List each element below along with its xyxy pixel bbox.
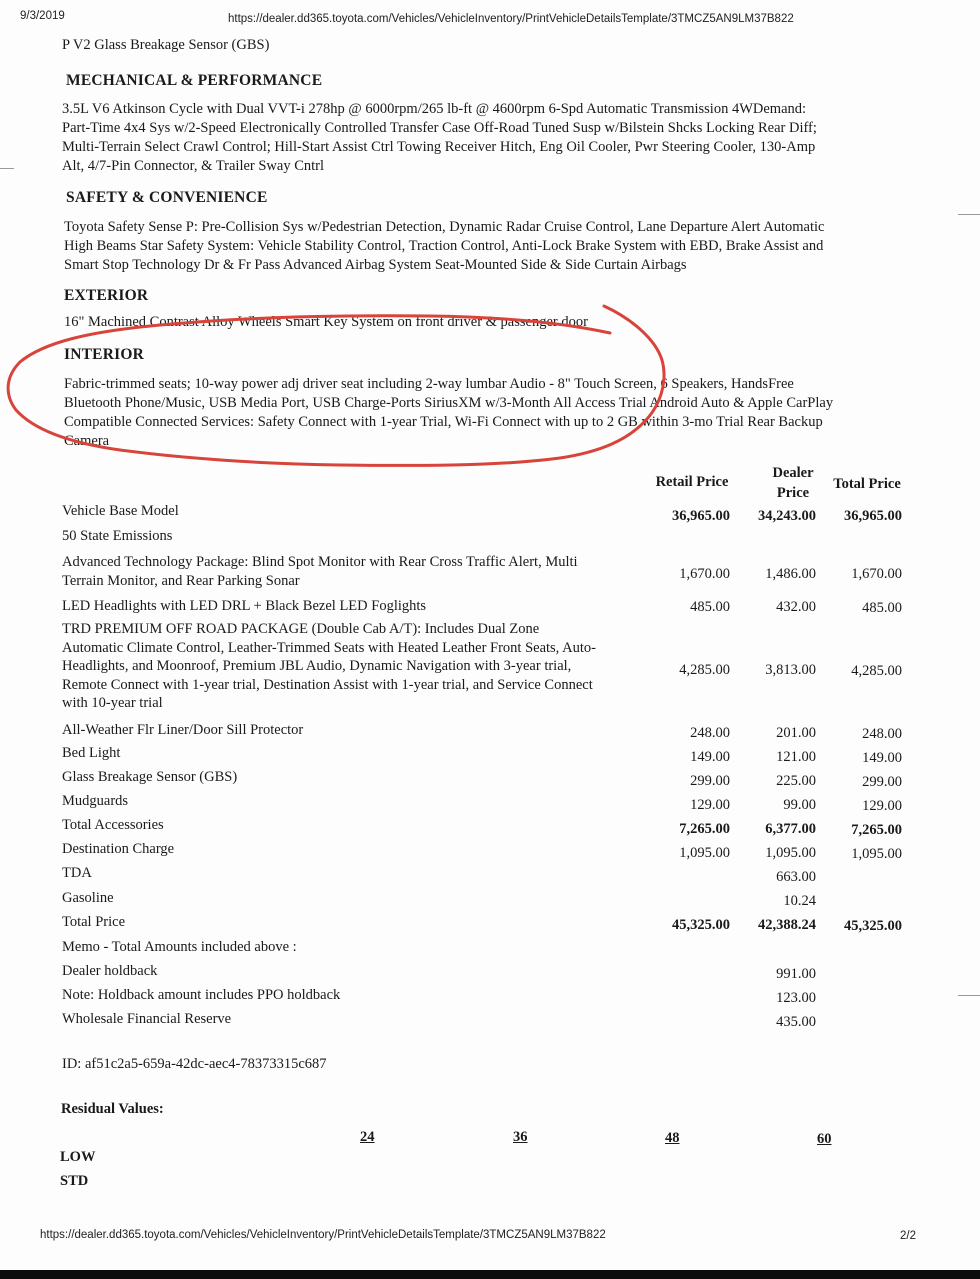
print-date: 9/3/2019	[20, 10, 65, 22]
residual-title: Residual Values:	[61, 1101, 164, 1117]
id-line: ID: af51c2a5-659a-42dc-aec4-78373315c687	[62, 1056, 327, 1072]
section-body-mechanical	[62, 100, 817, 176]
section-line: Smart Stop Technology Dr & Fr Pass Advanced Airbag System Seat-Mounted Side & Side Curtain Airbags	[64, 257, 687, 273]
section-line: Part-Time 4x4 Sys w/2-Speed Electronically Controlled Transfer Case Off-Road Tuned Susp w/Bilstein Shcks Locking Rear Diff;	[62, 120, 817, 136]
section-line: Fabric-trimmed seats; 10-way power adj driver seat including 2-way lumbar Audio - 8" Touch Screen, 6 Speakers, HandsFree	[64, 376, 794, 392]
residual-row-std: STD	[60, 1173, 89, 1189]
header-retail-price: Retail Price	[655, 474, 729, 490]
retail-floor-liner: 248.00	[690, 725, 730, 741]
row-label-tda	[62, 864, 92, 883]
header-dealer-price	[758, 463, 828, 503]
retail-trd: 4,285.00	[679, 662, 730, 678]
total-base-model: 36,965.00	[844, 508, 902, 524]
residual-row-low: LOW	[60, 1149, 96, 1165]
dealer-bed-light: 121.00	[776, 749, 816, 765]
label-line: Advanced Technology Package: Blind Spot Monitor with Rear Cross Traffic Alert, Multi	[62, 554, 578, 570]
label-line: Terrain Monitor, and Rear Parking Sonar	[62, 572, 300, 589]
total-bed-light: 149.00	[862, 750, 902, 766]
dealer-total-price: 42,388.24	[758, 917, 816, 933]
print-page-number: 2/2	[900, 1230, 916, 1242]
label-line: All-Weather Flr Liner/Door Sill Protector	[62, 722, 304, 738]
row-label-adv-tech	[62, 553, 578, 590]
section-line: High Beams Star Safety System: Vehicle Stability Control, Traction Control, Anti-Lock Brake System with EBD, Brake Assist and	[64, 238, 824, 254]
retail-adv-tech: 1,670.00	[679, 566, 730, 582]
label-line: Vehicle Base Model	[62, 503, 179, 519]
dealer-wholesale-reserve: 435.00	[776, 1014, 816, 1030]
dealer-led: 432.00	[776, 599, 816, 615]
header-dealer-line2: Price	[776, 485, 810, 501]
residual-term-24: 24	[360, 1129, 375, 1145]
section-body-interior	[64, 375, 833, 451]
row-label-holdback	[62, 962, 157, 981]
label-line: Remote Connect with 1-year trial, Destination Assist with 1-year trial, and Service Connect	[62, 676, 593, 693]
bottom-scan-bar	[0, 1270, 980, 1279]
label-line: with 10-year trial	[62, 695, 163, 711]
section-line: Multi-Terrain Select Crawl Control; Hill-Start Assist Ctrl Towing Receiver Hitch, Eng Oil Cooler, Pwr Steering Cooler, 130-Amp	[62, 139, 816, 155]
section-line: Alt, 4/7-Pin Connector, & Trailer Sway Cntrl	[62, 158, 325, 174]
label-line: LED Headlights with LED DRL + Black Bezel LED Foglights	[62, 598, 427, 614]
row-label-emissions	[62, 527, 172, 546]
row-label-trd	[62, 620, 596, 713]
top-line	[62, 36, 269, 55]
retail-total-price: 45,325.00	[672, 917, 730, 933]
dealer-total-accessories: 6,377.00	[765, 821, 816, 837]
label-line: Headlights, and Moonroof, Premium JBL Audio, Dynamic Navigation with 3-year trial,	[62, 658, 572, 674]
dealer-tda: 663.00	[776, 869, 816, 885]
retail-mudguards: 129.00	[690, 797, 730, 813]
section-line: 16" Machined Contrast Alloy Wheels Smart Key System on front driver & passenger door	[64, 314, 588, 330]
label-line: Total Accessories	[62, 817, 164, 833]
retail-bed-light: 149.00	[690, 749, 730, 765]
row-label-destination	[62, 840, 174, 859]
row-label-gbs	[62, 768, 237, 787]
section-line: Camera	[64, 433, 110, 449]
label-line: Dealer holdback	[62, 963, 158, 979]
section-title-mechanical: MECHANICAL & PERFORMANCE	[66, 72, 323, 89]
row-label-base-model	[62, 502, 179, 521]
section-title-safety: SAFETY & CONVENIENCE	[66, 189, 268, 206]
total-total-price: 45,325.00	[844, 918, 902, 934]
dealer-gbs: 225.00	[776, 773, 816, 789]
label-line: Automatic Climate Control, Leather-Trimmed Seats with Heated Leather Front Seats, Auto-	[62, 639, 596, 656]
retail-led: 485.00	[690, 599, 730, 615]
section-body-safety	[64, 218, 825, 275]
top-line-prefix: P V2	[62, 37, 91, 53]
dealer-base-model: 34,243.00	[758, 508, 816, 524]
label-line: TRD PREMIUM OFF ROAD PACKAGE (Double Cab A/T): Includes Dual Zone	[62, 621, 540, 637]
total-floor-liner: 248.00	[862, 726, 902, 742]
dealer-adv-tech: 1,486.00	[765, 566, 816, 582]
row-label-mudguards	[62, 792, 128, 811]
label-line: Gasoline	[62, 890, 114, 906]
total-trd: 4,285.00	[851, 663, 902, 679]
label-line: TDA	[62, 865, 92, 881]
row-label-bed-light	[62, 744, 120, 763]
label-line: Bed Light	[62, 745, 121, 761]
retail-gbs: 299.00	[690, 773, 730, 789]
print-footer-url: https://dealer.dd365.toyota.com/Vehicles/VehicleInventory/PrintVehicleDetailsTemplate/3TMCZ5AN9LM37B822	[40, 1229, 606, 1241]
scan-edge-mark	[958, 995, 980, 996]
dealer-gasoline: 10.24	[783, 893, 816, 909]
row-label-led	[62, 597, 426, 616]
row-label-total-accessories	[62, 816, 164, 835]
section-title-exterior: EXTERIOR	[64, 287, 149, 304]
residual-term-48: 48	[665, 1130, 680, 1146]
section-line: Compatible Connected Services: Safety Connect with 1-year Trial, Wi-Fi Connect with up to 2 GB within 3-mo Trial Rear Backup	[64, 414, 823, 430]
dealer-ppo-note: 123.00	[776, 990, 816, 1006]
retail-destination: 1,095.00	[679, 845, 730, 861]
row-label-ppo-note	[62, 986, 340, 1005]
row-label-gasoline	[62, 889, 114, 908]
section-body-exterior	[64, 313, 588, 332]
label-line: 50 State Emissions	[62, 528, 173, 544]
label-line: Destination Charge	[62, 841, 175, 857]
section-line: Toyota Safety Sense P: Pre-Collision Sys w/Pedestrian Detection, Dynamic Radar Cruise Control, Lane Departure Alert Automatic	[64, 219, 825, 235]
dealer-destination: 1,095.00	[765, 845, 816, 861]
header-total-price: Total Price	[833, 476, 901, 492]
section-line: Bluetooth Phone/Music, USB Media Port, USB Charge-Ports SiriusXM w/3-Month All Access Trial Android Auto & Apple CarPlay	[64, 395, 834, 411]
row-label-total-price	[62, 913, 125, 932]
header-dealer-line1: Dealer	[772, 465, 814, 481]
section-line: 3.5L V6 Atkinson Cycle with Dual VVT-i 278hp @ 6000rpm/265 lb-ft @ 4600rpm 6-Spd Automatic Transmission 4WDemand:	[62, 101, 807, 117]
total-destination: 1,095.00	[851, 846, 902, 862]
total-led: 485.00	[862, 600, 902, 616]
retail-base-model: 36,965.00	[672, 508, 730, 524]
label-line: Glass Breakage Sensor (GBS)	[62, 769, 238, 785]
label-line: Mudguards	[62, 793, 129, 809]
total-adv-tech: 1,670.00	[851, 566, 902, 582]
row-label-wholesale-reserve	[62, 1010, 231, 1029]
dealer-mudguards: 99.00	[783, 797, 816, 813]
dealer-floor-liner: 201.00	[776, 725, 816, 741]
top-line-text: Glass Breakage Sensor (GBS)	[94, 37, 270, 53]
residual-term-60: 60	[817, 1131, 832, 1147]
label-line: Total Price	[62, 914, 126, 930]
print-header-url: https://dealer.dd365.toyota.com/Vehicles/VehicleInventory/PrintVehicleDetailsTemplate/3TMCZ5AN9LM37B822	[228, 13, 794, 25]
scan-edge-mark	[958, 214, 980, 215]
total-gbs: 299.00	[862, 774, 902, 790]
label-line: Memo - Total Amounts included above :	[62, 939, 297, 955]
total-mudguards: 129.00	[862, 798, 902, 814]
label-line: Note: Holdback amount includes PPO holdback	[62, 987, 341, 1003]
total-total-accessories: 7,265.00	[851, 822, 902, 838]
row-label-floor-liner	[62, 721, 303, 740]
row-label-memo	[62, 938, 297, 957]
scan-edge-mark	[0, 168, 14, 169]
label-line: Wholesale Financial Reserve	[62, 1011, 232, 1027]
dealer-trd: 3,813.00	[765, 662, 816, 678]
dealer-holdback: 991.00	[776, 966, 816, 982]
section-title-interior: INTERIOR	[64, 346, 144, 363]
residual-term-36: 36	[513, 1129, 528, 1145]
retail-total-accessories: 7,265.00	[679, 821, 730, 837]
